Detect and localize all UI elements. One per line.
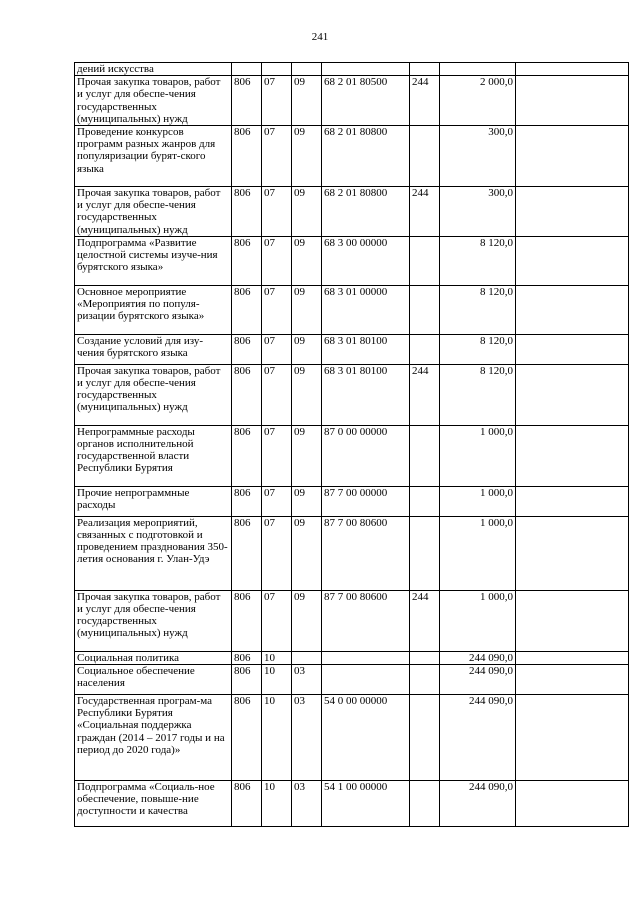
table-row [75, 187, 629, 237]
cell-amount: 1 000,0 [440, 486, 516, 516]
table-row [75, 695, 629, 781]
table-body [75, 63, 629, 827]
cell-subsection: 03 [292, 695, 322, 781]
cell-amount: 2 000,0 [440, 76, 516, 126]
cell-expense-type: 244 [410, 364, 440, 425]
cell-grbs: 806 [232, 285, 262, 334]
cell-target-article: 87 7 00 80600 [322, 516, 410, 590]
cell-section: 10 [262, 665, 292, 695]
cell-target-article: 87 7 00 00000 [322, 486, 410, 516]
cell-extra [516, 187, 629, 237]
cell-grbs: 806 [232, 126, 262, 187]
budget-table [74, 62, 629, 827]
cell-extra [516, 334, 629, 364]
cell-name: Непрограммные расходы органов исполнительной государственной власти Республики Бурятия [75, 425, 232, 486]
cell-target-article: 68 3 01 80100 [322, 334, 410, 364]
cell-name: Подпрограмма «Социаль-ное обеспечение, повыше-ние доступности и качества [75, 781, 232, 827]
cell-grbs: 806 [232, 486, 262, 516]
cell-target-article: 54 1 00 00000 [322, 781, 410, 827]
cell-amount: 8 120,0 [440, 236, 516, 285]
cell-extra [516, 486, 629, 516]
table-row [75, 364, 629, 425]
cell-extra [516, 425, 629, 486]
cell-grbs: 806 [232, 651, 262, 664]
cell-grbs: 806 [232, 334, 262, 364]
cell-target-article: 68 3 01 00000 [322, 285, 410, 334]
cell-target-article [322, 63, 410, 76]
cell-subsection [292, 651, 322, 664]
cell-expense-type [410, 695, 440, 781]
cell-target-article [322, 651, 410, 664]
cell-name: Прочая закупка товаров, работ и услуг для обеспе-чения государственных (муниципальных) нужд [75, 76, 232, 126]
cell-extra [516, 651, 629, 664]
cell-section: 07 [262, 126, 292, 187]
cell-name: Прочая закупка товаров, работ и услуг для обеспе-чения государственных (муниципальных) нужд [75, 187, 232, 237]
cell-amount [440, 63, 516, 76]
cell-expense-type [410, 126, 440, 187]
table-row [75, 651, 629, 664]
cell-section: 07 [262, 236, 292, 285]
cell-subsection: 09 [292, 425, 322, 486]
cell-amount: 244 090,0 [440, 651, 516, 664]
cell-expense-type [410, 651, 440, 664]
table-row [75, 63, 629, 76]
cell-extra [516, 126, 629, 187]
cell-expense-type [410, 425, 440, 486]
cell-target-article: 68 2 01 80800 [322, 187, 410, 237]
cell-amount: 300,0 [440, 126, 516, 187]
cell-name: Социальное обеспечение населения [75, 665, 232, 695]
cell-name: Создание условий для изу-чения бурятского языка [75, 334, 232, 364]
cell-name: Прочая закупка товаров, работ и услуг для обеспе-чения государственных (муниципальных) нужд [75, 590, 232, 651]
table-row [75, 236, 629, 285]
cell-grbs: 806 [232, 781, 262, 827]
cell-expense-type: 244 [410, 187, 440, 237]
table-row [75, 781, 629, 827]
cell-grbs: 806 [232, 425, 262, 486]
cell-extra [516, 364, 629, 425]
cell-extra [516, 590, 629, 651]
table-row [75, 425, 629, 486]
cell-expense-type [410, 285, 440, 334]
cell-section: 07 [262, 425, 292, 486]
cell-grbs: 806 [232, 516, 262, 590]
cell-extra [516, 285, 629, 334]
table-row [75, 665, 629, 695]
cell-subsection [292, 63, 322, 76]
cell-extra [516, 781, 629, 827]
cell-extra [516, 76, 629, 126]
cell-subsection: 09 [292, 364, 322, 425]
cell-expense-type: 244 [410, 590, 440, 651]
cell-grbs: 806 [232, 76, 262, 126]
cell-subsection: 09 [292, 334, 322, 364]
table-row [75, 486, 629, 516]
cell-section: 07 [262, 364, 292, 425]
cell-subsection: 03 [292, 665, 322, 695]
cell-section: 07 [262, 187, 292, 237]
cell-grbs: 806 [232, 187, 262, 237]
cell-expense-type [410, 665, 440, 695]
cell-name: Основное мероприятие «Мероприятия по популя-ризации бурятского языка» [75, 285, 232, 334]
cell-section: 07 [262, 334, 292, 364]
cell-expense-type [410, 236, 440, 285]
cell-expense-type [410, 334, 440, 364]
cell-grbs: 806 [232, 665, 262, 695]
cell-subsection: 09 [292, 590, 322, 651]
cell-section: 07 [262, 590, 292, 651]
cell-section: 07 [262, 285, 292, 334]
table-row [75, 285, 629, 334]
cell-amount: 8 120,0 [440, 364, 516, 425]
page-number: 241 [311, 31, 329, 43]
cell-subsection: 09 [292, 486, 322, 516]
cell-expense-type [410, 486, 440, 516]
cell-target-article: 68 3 00 00000 [322, 236, 410, 285]
cell-name: Прочие непрограммные расходы [75, 486, 232, 516]
cell-extra [516, 516, 629, 590]
cell-amount: 1 000,0 [440, 590, 516, 651]
cell-subsection: 03 [292, 781, 322, 827]
cell-target-article: 68 3 01 80100 [322, 364, 410, 425]
cell-amount: 8 120,0 [440, 285, 516, 334]
cell-grbs: 806 [232, 236, 262, 285]
cell-grbs: 806 [232, 590, 262, 651]
cell-expense-type [410, 781, 440, 827]
cell-target-article [322, 665, 410, 695]
cell-section: 07 [262, 486, 292, 516]
cell-name: Подпрограмма «Развитие целостной системы изуче-ния бурятского языка» [75, 236, 232, 285]
cell-section [262, 63, 292, 76]
cell-amount: 244 090,0 [440, 781, 516, 827]
cell-name: Проведение конкурсов программ разных жанров для популяризации бурят-ского языка [75, 126, 232, 187]
cell-amount: 244 090,0 [440, 695, 516, 781]
cell-subsection: 09 [292, 126, 322, 187]
cell-amount: 8 120,0 [440, 334, 516, 364]
cell-expense-type [410, 63, 440, 76]
cell-subsection: 09 [292, 516, 322, 590]
cell-grbs: 806 [232, 695, 262, 781]
cell-amount: 244 090,0 [440, 665, 516, 695]
cell-target-article: 54 0 00 00000 [322, 695, 410, 781]
cell-target-article: 87 7 00 80600 [322, 590, 410, 651]
table-row [75, 76, 629, 126]
table-row [75, 334, 629, 364]
table-row [75, 516, 629, 590]
cell-grbs [232, 63, 262, 76]
cell-section: 07 [262, 76, 292, 126]
cell-extra [516, 236, 629, 285]
cell-section: 07 [262, 516, 292, 590]
cell-name: Государственная програм-ма Республики Бурятия «Социальная поддержка граждан (2014 – 2017 годы и на период до 2020 года)» [75, 695, 232, 781]
table-row [75, 126, 629, 187]
cell-target-article: 87 0 00 00000 [322, 425, 410, 486]
cell-subsection: 09 [292, 187, 322, 237]
cell-section: 10 [262, 651, 292, 664]
cell-extra [516, 63, 629, 76]
cell-section: 10 [262, 781, 292, 827]
cell-section: 10 [262, 695, 292, 781]
cell-expense-type: 244 [410, 76, 440, 126]
cell-subsection: 09 [292, 236, 322, 285]
cell-subsection: 09 [292, 76, 322, 126]
cell-grbs: 806 [232, 364, 262, 425]
cell-name: дений искусства [75, 63, 232, 76]
cell-amount: 300,0 [440, 187, 516, 237]
cell-amount: 1 000,0 [440, 516, 516, 590]
cell-subsection: 09 [292, 285, 322, 334]
cell-target-article: 68 2 01 80500 [322, 76, 410, 126]
cell-name: Прочая закупка товаров, работ и услуг для обеспе-чения государственных (муниципальных) нужд [75, 364, 232, 425]
cell-extra [516, 695, 629, 781]
table-row [75, 590, 629, 651]
cell-extra [516, 665, 629, 695]
cell-amount: 1 000,0 [440, 425, 516, 486]
cell-name: Реализация мероприятий, связанных с подготовкой и проведением празднования 350-летия основания г. Улан-Удэ [75, 516, 232, 590]
cell-target-article: 68 2 01 80800 [322, 126, 410, 187]
cell-expense-type [410, 516, 440, 590]
cell-name: Социальная политика [75, 651, 232, 664]
